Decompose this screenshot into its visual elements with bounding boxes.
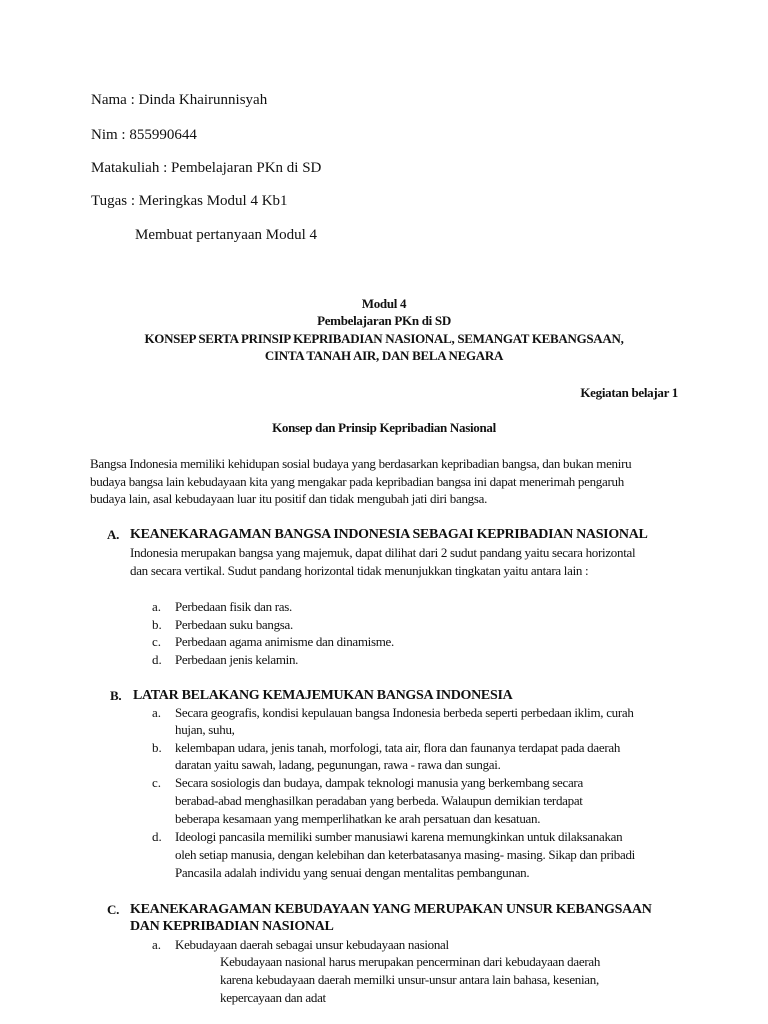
list-marker: c.	[152, 775, 162, 790]
list-item: Perbedaan fisik dan ras.	[175, 599, 292, 614]
list-marker: a.	[152, 937, 162, 952]
list-item-cont: berabad-abad menghasilkan peradaban yang berbeda. Walaupun demikian terdapat	[175, 793, 583, 808]
task-title: Tugas : Meringkas Modul 4 Kb1	[91, 193, 288, 209]
section-c-marker: C.	[107, 902, 120, 917]
list-item: Perbedaan agama animisme dan dinamisme.	[175, 634, 394, 649]
list-item-cont: oleh setiap manusia, dengan kelebihan dan keterbatasanya masing- masing. Sikap dan pribadi	[175, 847, 635, 862]
list-item: Perbedaan jenis kelamin.	[175, 652, 299, 667]
intro-line: Bangsa Indonesia memiliki kehidupan sosial budaya yang berdasarkan kepribadian bangsa, dan bukan meniru	[90, 456, 632, 471]
intro-line: budaya bangsa lain kebudayaan kita yang mengakar pada kepribadian bangsa ini dapat menerimah pengaruh	[90, 474, 624, 489]
section-a-para: dan secara vertikal. Sudut pandang horizontal tidak menunjukkan tingkatan yaitu antara lain :	[130, 563, 589, 578]
list-marker: b.	[152, 740, 162, 755]
task-subtitle: Membuat pertanyaan Modul 4	[135, 227, 318, 243]
module-subject: Pembelajaran PKn di SD	[317, 313, 451, 328]
section-a-heading: KEANEKARAGAMAN BANGSA INDONESIA SEBAGAI KEPRIBADIAN NASIONAL	[130, 527, 648, 542]
list-marker: d.	[152, 829, 162, 844]
list-item-cont: beberapa kesamaan yang memperlihatkan ke arah persatuan dan kesatuan.	[175, 811, 541, 826]
section-c-heading-cont: DAN KEPRIBADIAN NASIONAL	[130, 919, 334, 934]
list-item-cont: daratan yaitu sawah, ladang, pegunungan, rawa - rawa dan sungai.	[175, 757, 501, 772]
section-a-marker: A.	[107, 527, 120, 542]
list-item: kelembapan udara, jenis tanah, morfologi, tata air, flora dan faunanya terdapat pada daerah	[175, 740, 621, 755]
activity-label: Kegiatan belajar 1	[580, 385, 678, 400]
section-c-para: karena kebudayaan daerah memilki unsur-unsur antara lain bahasa, kesenian,	[220, 972, 599, 987]
student-nim: Nim : 855990644	[91, 127, 197, 143]
list-item: Kebudayaan daerah sebagai unsur kebudayaan nasional	[175, 937, 449, 952]
list-item: Ideologi pancasila memiliki sumber manusiawi karena memungkinkan untuk dilaksanakan	[175, 829, 623, 844]
list-marker: a.	[152, 705, 162, 720]
list-item-cont: Pancasila adalah individu yang senuai dengan mentalitas pembangunan.	[175, 865, 530, 880]
section-b-heading: LATAR BELAKANG KEMAJEMUKAN BANGSA INDONESIA	[133, 688, 513, 703]
intro-line: budaya lain, asal kebudayaan luar itu positif dan tidak mengubah jati diri bangsa.	[90, 491, 488, 506]
list-item: Perbedaan suku bangsa.	[175, 617, 293, 632]
section-subtitle: Konsep dan Prinsip Kepribadian Nasional	[272, 420, 496, 435]
module-title: Modul 4	[361, 296, 407, 311]
list-item: Secara sosiologis dan budaya, dampak teknologi manusia yang berkembang secara	[175, 775, 583, 790]
list-marker: c.	[152, 634, 162, 649]
list-item: Secara geografis, kondisi kepulauan bangsa Indonesia berbeda seperti perbedaan iklim, curah	[175, 705, 634, 720]
course-name: Matakuliah : Pembelajaran PKn di SD	[91, 160, 322, 176]
section-a-para: Indonesia merupakan bangsa yang majemuk, dapat dilihat dari 2 sudut pandang yaitu secara horizontal	[130, 545, 636, 560]
list-marker: b.	[152, 617, 162, 632]
section-c-heading: KEANEKARAGAMAN KEBUDAYAAN YANG MERUPAKAN UNSUR KEBANGSAAN	[130, 902, 652, 917]
module-heading-line2: CINTA TANAH AIR, DAN BELA NEGARA	[264, 348, 504, 363]
list-item-cont: hujan, suhu,	[175, 722, 235, 737]
student-name: Nama : Dinda Khairunnisyah	[91, 92, 268, 108]
module-heading-line1: KONSEP SERTA PRINSIP KEPRIBADIAN NASIONAL, SEMANGAT KEBANGSAAN,	[144, 331, 624, 346]
list-marker: d.	[152, 652, 162, 667]
section-c-para: Kebudayaan nasional harus merupakan pencerminan dari kebudayaan daerah	[220, 954, 601, 969]
section-b-marker: B.	[110, 688, 122, 703]
list-marker: a.	[152, 599, 162, 614]
section-c-para: kepercayaan dan adat	[220, 990, 326, 1005]
